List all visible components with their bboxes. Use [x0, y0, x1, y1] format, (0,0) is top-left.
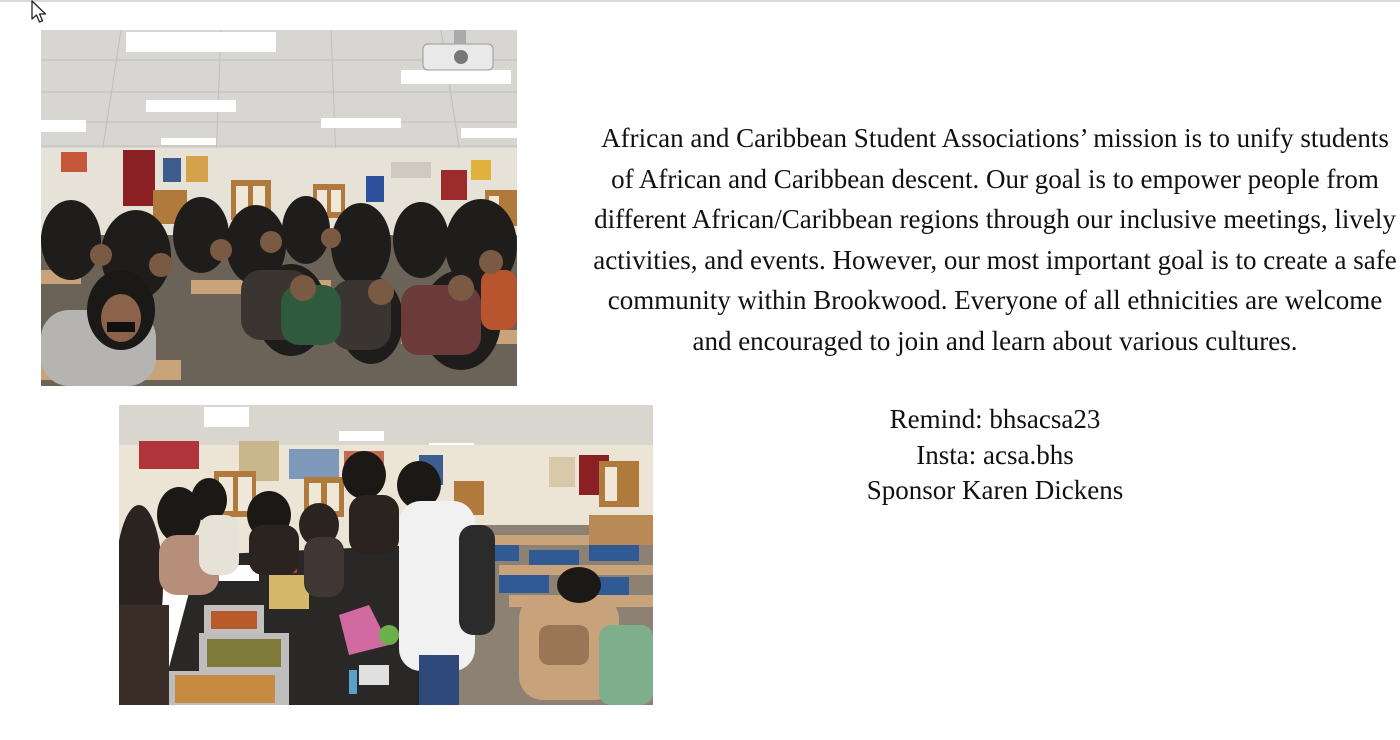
top-divider — [0, 0, 1400, 2]
sponsor-name: Sponsor Karen Dickens — [866, 475, 1124, 505]
classroom-meeting-photo — [41, 30, 517, 386]
remind-code: Remind: bhsacsa23 — [889, 404, 1101, 434]
mission-statement: African and Caribbean Student Associations’ mission is to unify students of African and Caribbean descent. Our goal is to empower people from different African/Caribbean regions through our inclusive meetings, lively activities, and events. However, our most important goal is to create a safe community within Brookwood. Everyone of all ethnicities are welcome and encouraged to join and learn about various cultures. — [593, 123, 1397, 356]
mouse-cursor-icon — [30, 0, 52, 24]
food-event-photo — [119, 405, 653, 705]
contact-info — [795, 402, 1195, 509]
instagram-handle: Insta: acsa.bhs — [916, 439, 1074, 470]
